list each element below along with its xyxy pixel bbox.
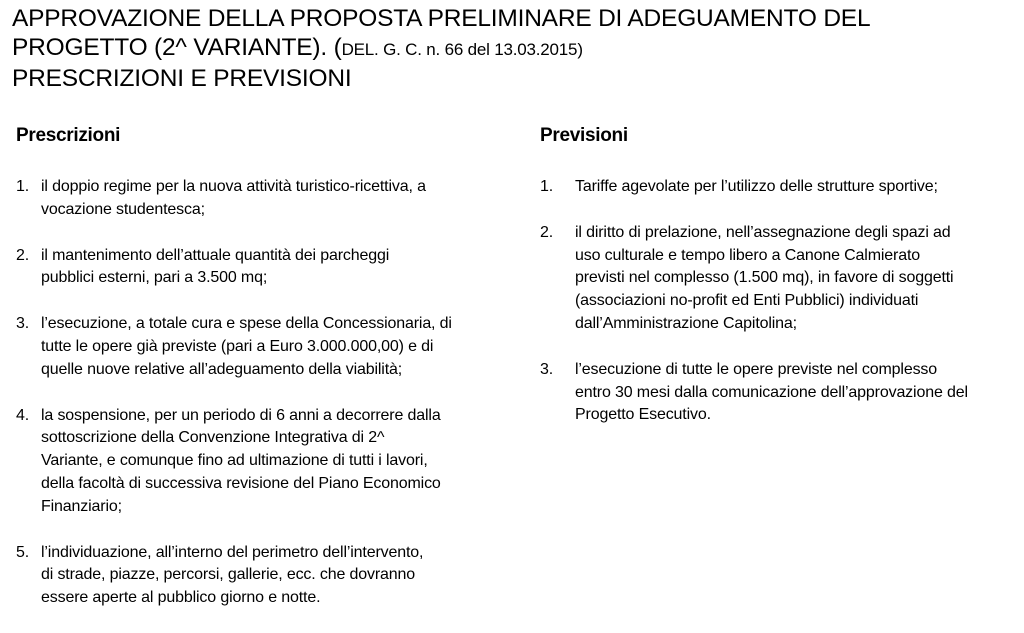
list-item-number: 1. [16,178,30,195]
title-line-3: PRESCRIZIONI E PREVISIONI [12,65,352,92]
list-item-number: 3. [540,360,554,378]
previsioni-column [540,124,1024,450]
list-item-number: 2. [16,246,30,264]
list-item [540,176,1024,199]
list-item-text: la sospensione, per un periodo di 6 anni a decorrere dalla sottoscrizione della Convenzione Integrativa di 2^ Variante, e comunque fino ad ultimazione di tutti i lavori, della facoltà di successiva revisione del Piano Economico Finanziario; [41,406,441,515]
title-deliberation-ref: DEL. G. C. n. 66 del 13.03.2015) [341,40,583,59]
list-item-text: l’individuazione, all’interno del perimetro dell’intervento, di strade, piazze, percorsi, gallerie, ecc. che dovranno essere aperte al pubblico giorno e notte. [41,543,424,607]
list-item [540,359,1024,427]
list-item-text: l’esecuzione, a totale cura e spese della Concessionaria, di tutte le opere già previste (pari a Euro 3.000.000,00) e di quelle nuove relative all’adeguamento della viabilità; [41,315,452,378]
list-item-text: il doppio regime per la nuova attività turistico-ricettiva, a vocazione studentesca; [41,178,426,218]
list-item [540,222,1024,336]
list-item-number: 1. [540,178,554,195]
list-item [16,313,506,381]
list-item-text: il diritto di prelazione, nell’assegnazione degli spazi ad uso culturale e tempo libero a Canone Calmierato previsti nel complesso (1.500 mq), in favore di soggetti (associazioni no-profit ed Enti Pubblici) individuati dall’Amministrazione Capitolina; [575,223,954,332]
document-title [12,4,1016,93]
previsioni-heading: Previsioni [540,125,628,146]
list-item [16,542,506,610]
title-line-1: APPROVAZIONE DELLA PROPOSTA PRELIMINARE DI ADEGUAMENTO DEL [12,5,871,32]
list-item [16,176,506,222]
list-item-text: il mantenimento dell’attuale quantità dei parcheggi pubblici esterni, pari a 3.500 mq; [41,246,390,287]
prescrizioni-list [16,176,506,610]
prescrizioni-column [16,124,506,633]
list-item-text: l’esecuzione di tutte le opere previste nel complesso entro 30 mesi dalla comunicazione dell’approvazione del Progetto Esecutivo. [575,360,968,424]
title-line-2-main: PROGETTO (2^ VARIANTE). ( [12,34,342,61]
list-item-number: 5. [16,543,30,561]
list-item-number: 2. [540,223,554,241]
previsioni-list [540,176,1024,427]
list-item-text: Tariffe agevolate per l’utilizzo delle strutture sportive; [575,178,938,195]
list-item [16,405,506,519]
list-item-number: 4. [16,406,30,424]
title-line-2 [12,33,1016,64]
prescrizioni-heading: Prescrizioni [16,125,121,146]
list-item-number: 3. [16,315,30,333]
list-item [16,245,506,291]
